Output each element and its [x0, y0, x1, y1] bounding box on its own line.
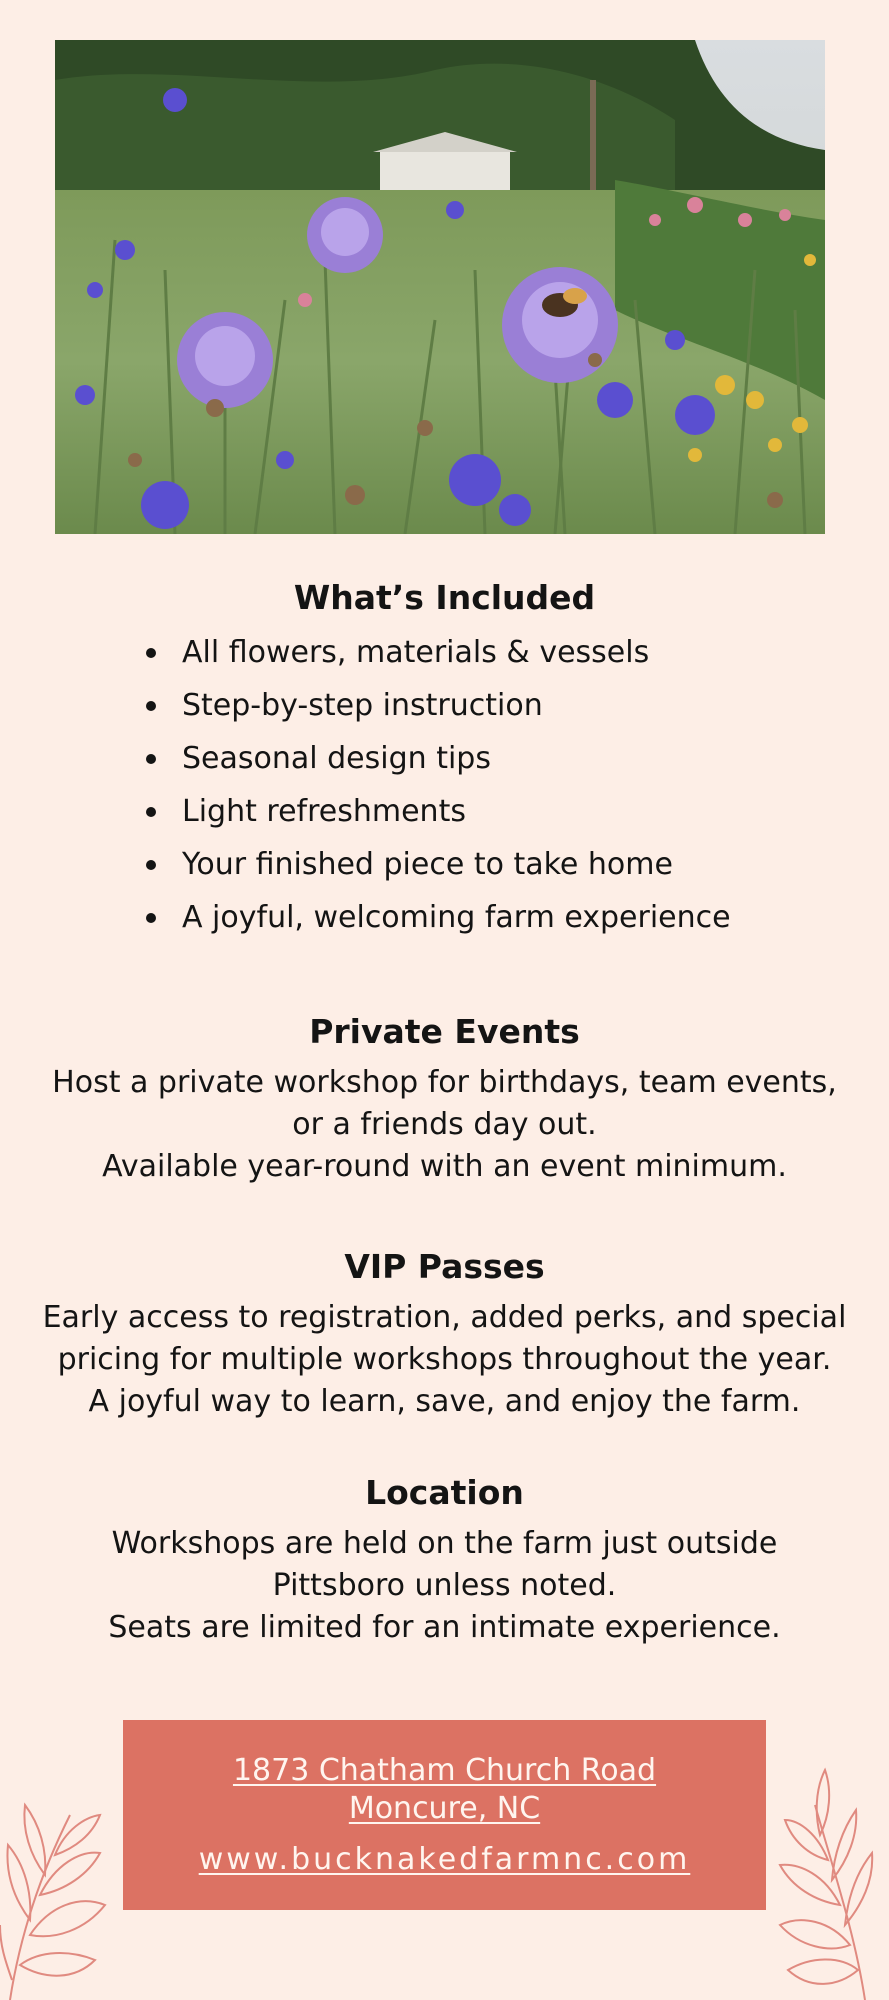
list-item: Your finished piece to take home [146, 838, 731, 891]
private-events-heading: Private Events [309, 1012, 580, 1051]
list-item: Light refreshments [146, 785, 731, 838]
bullet-icon [146, 701, 156, 711]
vip-passes-heading: VIP Passes [344, 1247, 545, 1286]
photo-illustration [55, 40, 825, 534]
bullet-icon [146, 754, 156, 764]
whats-included-section [0, 578, 889, 935]
website-link[interactable]: www.bucknakedfarmnc.com [198, 1842, 691, 1877]
bullet-icon [146, 807, 156, 817]
vip-passes-text: Early access to registration, added perks, and special pricing for multiple workshops throughout the year. A joyful way to learn, save, and enjoy the farm. [42, 1300, 847, 1419]
bullet-icon [146, 648, 156, 658]
location-text: Workshops are held on the farm just outside Pittsboro unless noted. Seats are limited for an intimate experience. [108, 1526, 781, 1645]
private-events-text: Host a private workshop for birthdays, team events, or a friends day out. Available year-round with an event minimum. [52, 1065, 837, 1184]
list-item: All flowers, materials & vessels [146, 626, 731, 679]
right-leaf-illustration [770, 1735, 889, 2000]
list-item: A joyful, welcoming farm experience [146, 891, 731, 944]
address-link[interactable]: 1873 Chatham Church Road Moncure, NC [232, 1753, 657, 1826]
vip-passes-section [0, 1247, 889, 1423]
wildflower-field-photo [55, 40, 825, 534]
left-leaf-illustration [0, 1735, 120, 2000]
bullet-icon [146, 913, 156, 923]
private-events-section [0, 1012, 889, 1188]
bullet-icon [146, 860, 156, 870]
list-item: Seasonal design tips [146, 732, 731, 785]
included-list [146, 626, 731, 944]
whats-included-heading: What’s Included [293, 578, 596, 617]
contact-box [123, 1720, 766, 1910]
list-item: Step-by-step instruction [146, 679, 731, 732]
location-heading: Location [365, 1473, 524, 1512]
location-section [0, 1473, 889, 1649]
